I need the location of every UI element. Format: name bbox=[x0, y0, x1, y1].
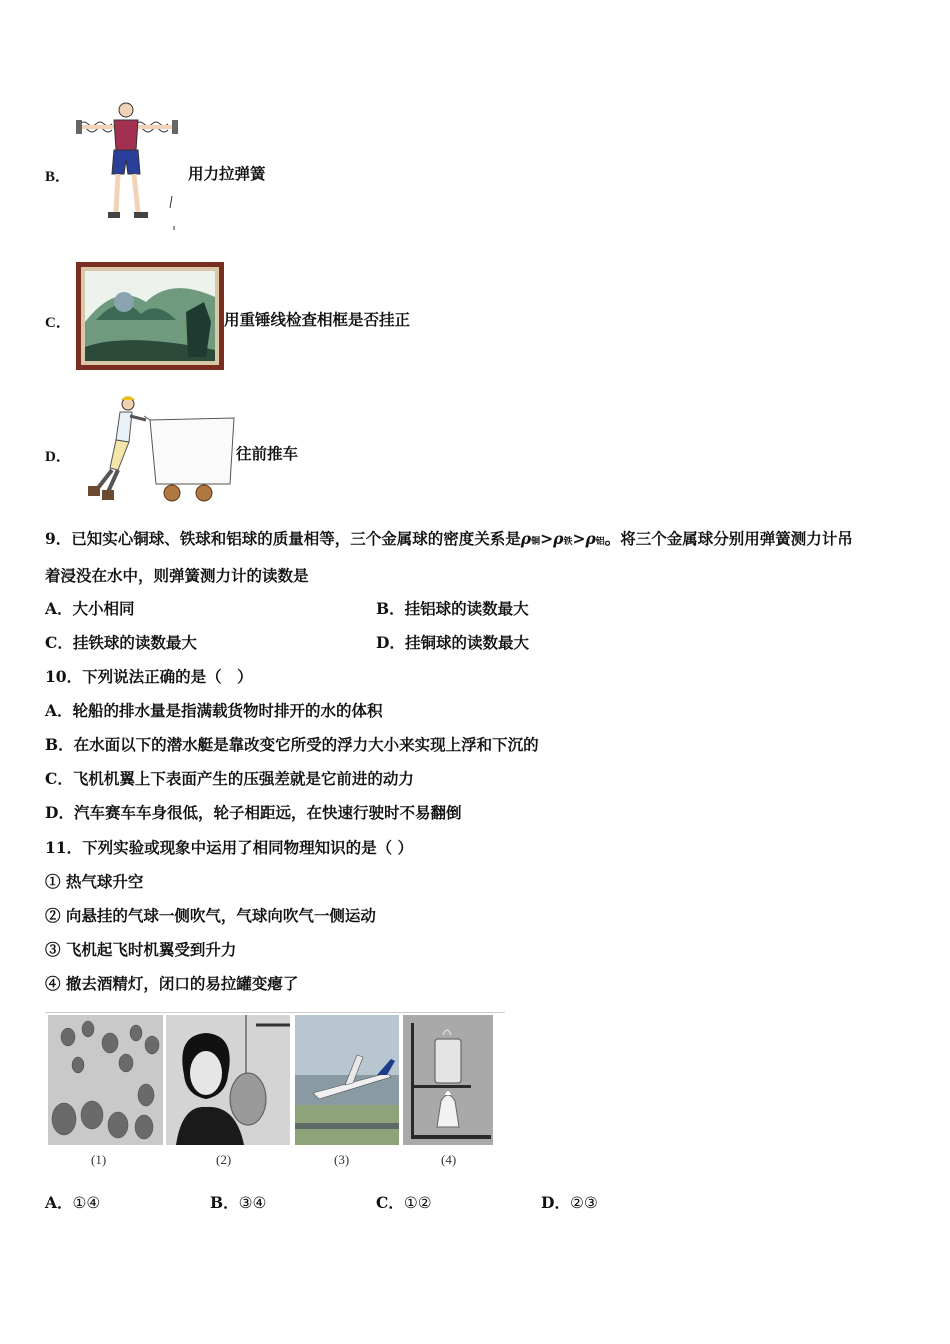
option-d-text: 往前推车 bbox=[236, 444, 299, 463]
girl-blowing-balloon-photo bbox=[166, 1015, 290, 1145]
q10-stem: 10．下列说法正确的是（ ） bbox=[45, 667, 253, 686]
hot-air-balloons-photo bbox=[48, 1015, 163, 1145]
q9-stem-line1: 9．已知实心铜球、铁球和铝球的质量相等，三个金属球的密度关系是ρ铜>ρ铁>ρ铝。将三个金属球分别用弹簧测力计吊 bbox=[45, 529, 853, 548]
q11-item-2: ② 向悬挂的气球一侧吹气，气球向吹气一侧运动 bbox=[45, 906, 376, 925]
q9-option-c: C．挂铁球的读数最大 bbox=[45, 633, 197, 652]
caption-1: (1) bbox=[91, 1152, 107, 1167]
q9-option-d: D．挂铜球的读数最大 bbox=[376, 633, 529, 652]
q11-item-3: ③ 飞机起飞时机翼受到升力 bbox=[45, 940, 237, 959]
q11-stem: 11．下列实验或现象中运用了相同物理知识的是（ ） bbox=[45, 838, 413, 857]
q9-stem-line2: 着浸没在水中，则弹簧测力计的读数是 bbox=[45, 566, 309, 585]
airplane-takeoff-photo bbox=[295, 1015, 399, 1145]
pushing-cart-illustration bbox=[74, 392, 238, 506]
q9-option-a: A．大小相同 bbox=[45, 599, 135, 618]
caption-2: (2) bbox=[216, 1152, 232, 1167]
q10-option-a: A．轮船的排水量是指满载货物时排开的水的体积 bbox=[45, 701, 383, 720]
q10-option-c: C．飞机机翼上下表面产生的压强差就是它前进的动力 bbox=[45, 769, 414, 788]
q10-option-b: B．在水面以下的潜水艇是靠改变它所受的浮力大小来实现上浮和下沉的 bbox=[45, 735, 539, 754]
q11-option-d: D．②③ bbox=[541, 1193, 598, 1212]
q10-option-d: D．汽车赛车车身很低，轮子相距远，在快速行驶时不易翻倒 bbox=[45, 803, 462, 822]
q11-option-a: A．①④ bbox=[45, 1193, 101, 1212]
option-b-letter: B． bbox=[45, 169, 71, 185]
q11-option-b: B．③④ bbox=[210, 1193, 267, 1212]
option-c-letter: C． bbox=[45, 315, 71, 331]
caption-3: (3) bbox=[334, 1152, 350, 1167]
caption-4: (4) bbox=[441, 1152, 457, 1167]
can-on-burner-photo bbox=[403, 1015, 493, 1145]
q11-item-1: ① 热气球升空 bbox=[45, 872, 144, 891]
option-d-letter: D． bbox=[45, 449, 71, 465]
option-b-text: 用力拉弹簧 bbox=[188, 164, 266, 183]
option-c-text: 用重锤线检查相框是否挂正 bbox=[224, 310, 411, 329]
q11-option-c: C．①② bbox=[376, 1193, 432, 1212]
q9-option-b: B．挂铝球的读数最大 bbox=[376, 599, 529, 618]
q11-item-4: ④ 撤去酒精灯，闭口的易拉罐变瘪了 bbox=[45, 974, 299, 993]
framed-painting-illustration bbox=[76, 262, 224, 370]
image-strip-divider bbox=[45, 1012, 505, 1013]
spring-pulling-illustration bbox=[72, 98, 184, 236]
